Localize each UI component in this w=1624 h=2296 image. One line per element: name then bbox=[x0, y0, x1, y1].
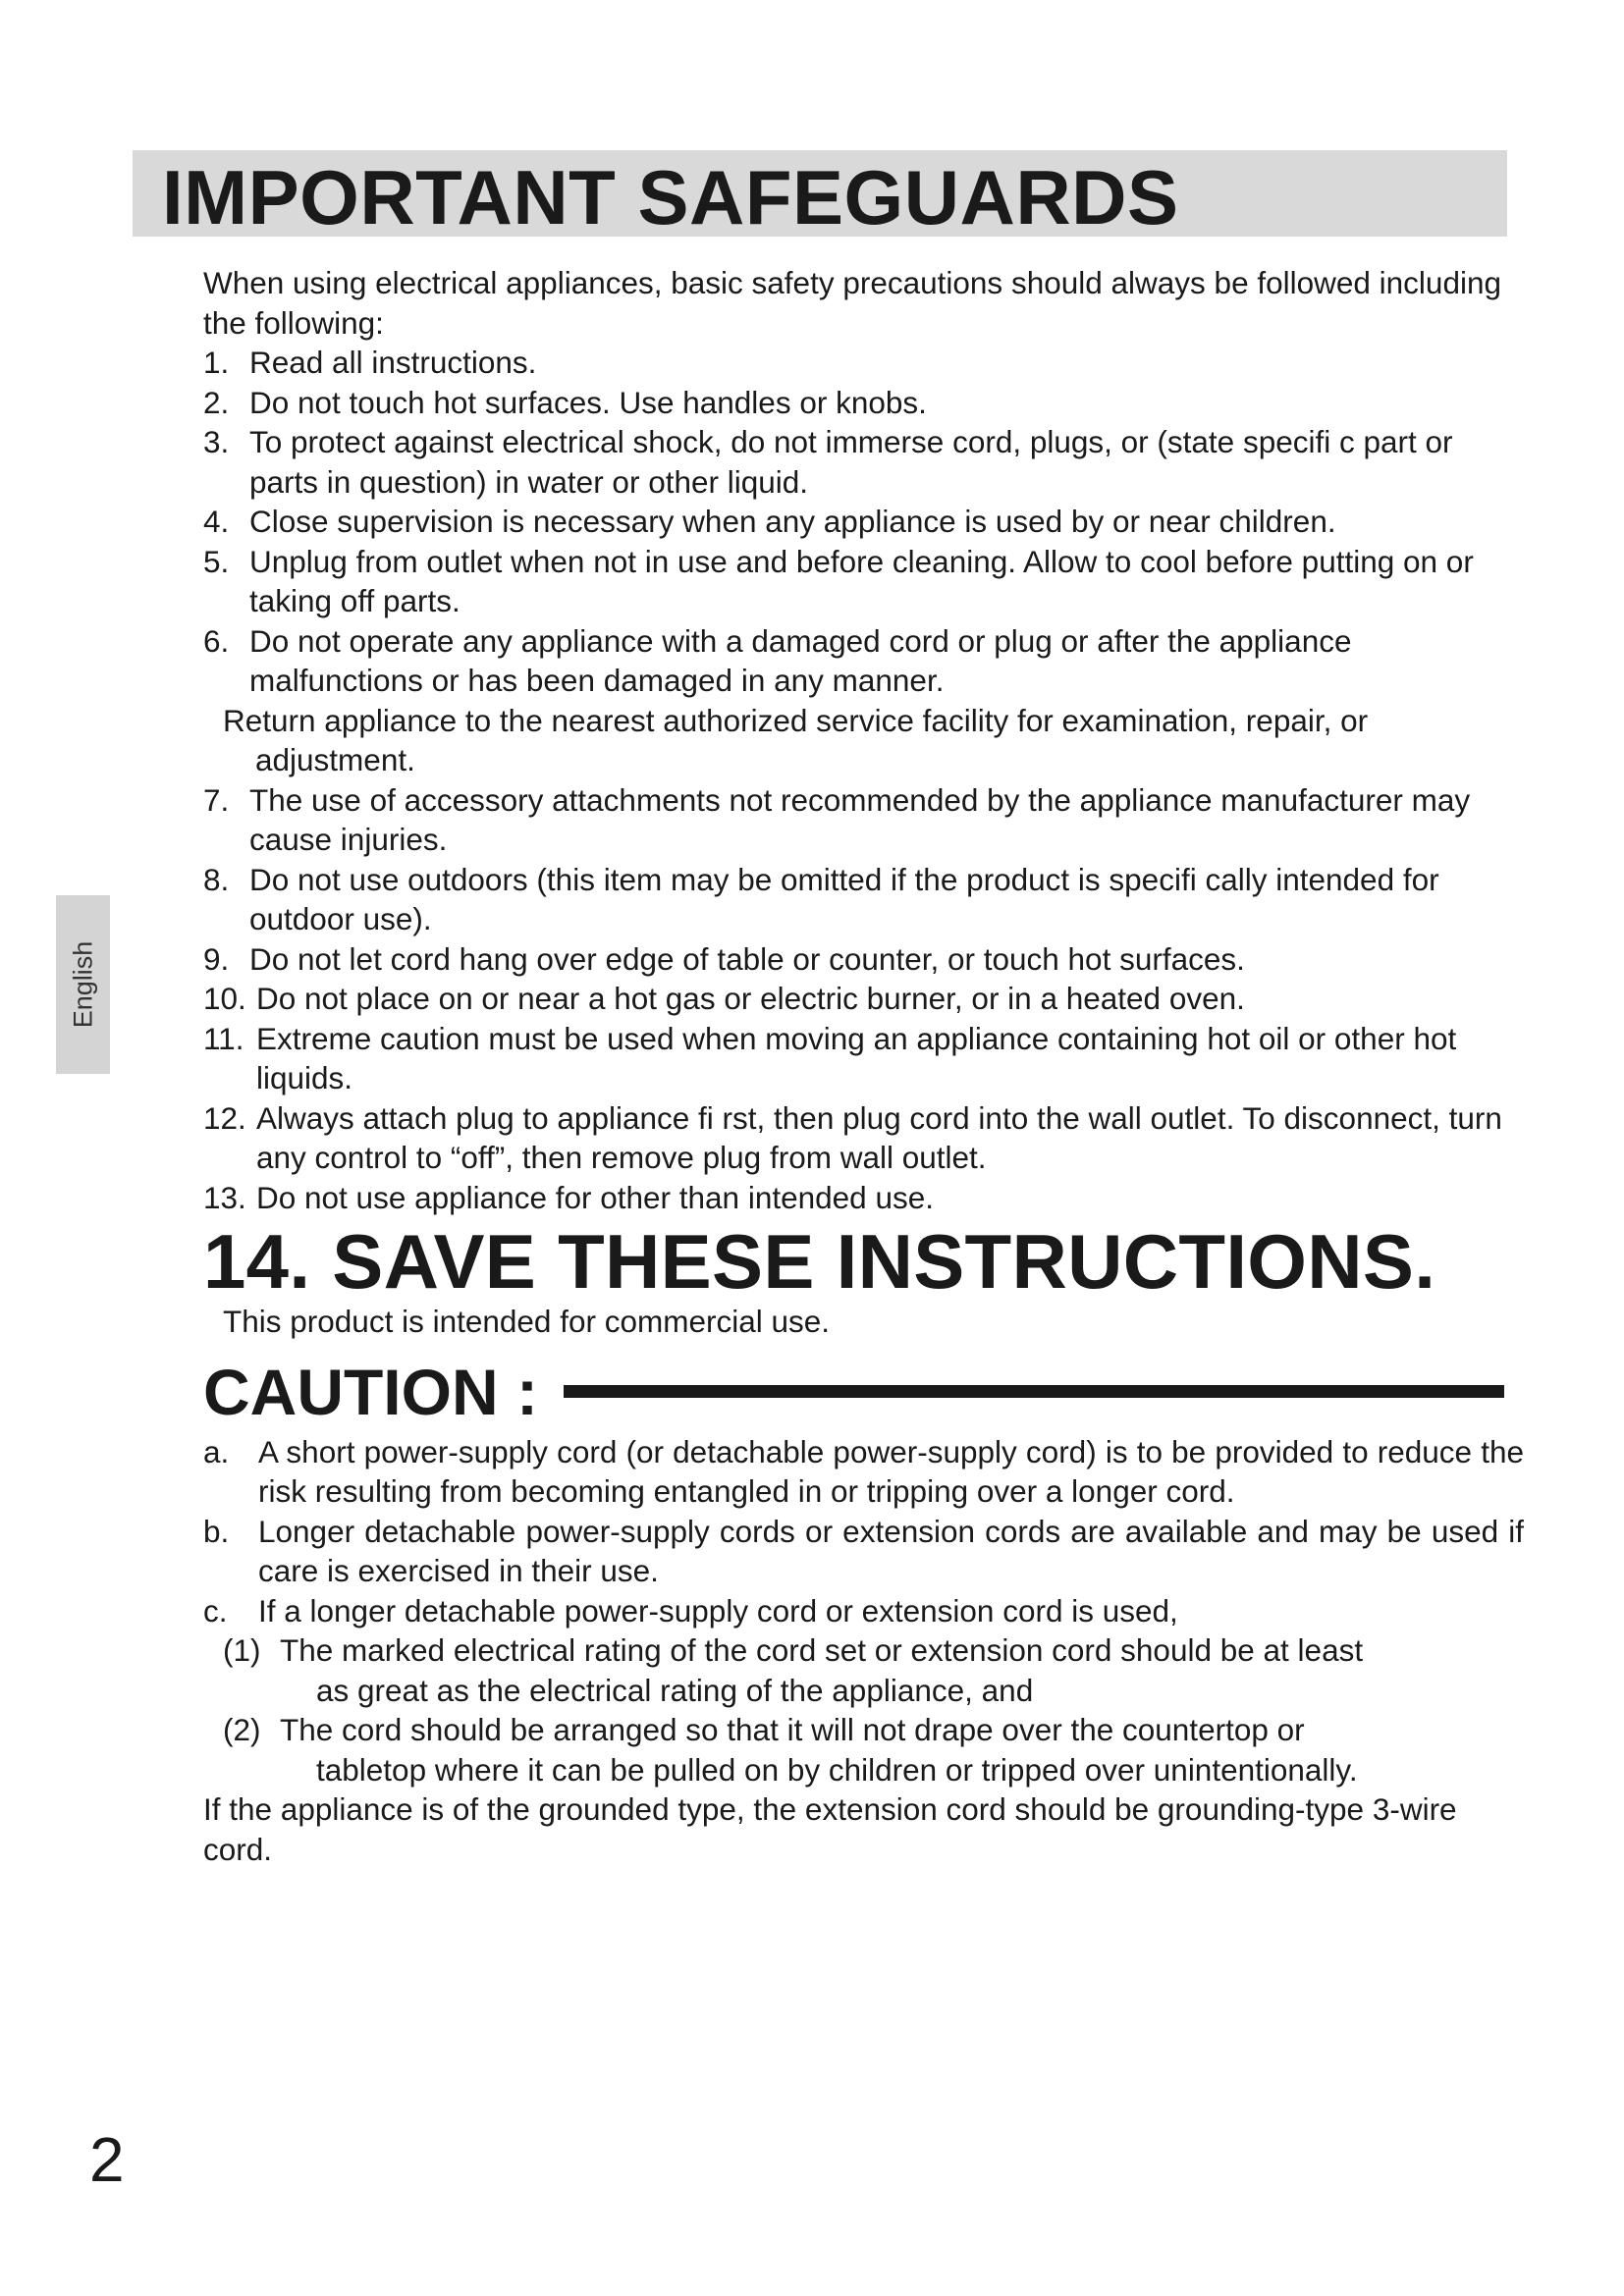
item-number: 13. bbox=[203, 1179, 246, 1215]
item-text: Always attach plug to appliance fi rst, then plug cord into the wall outlet. To disconnect, turn any control to “off”, then remove plug from wall outlet. bbox=[256, 1099, 1502, 1175]
sub-item-text bbox=[280, 1630, 1524, 1710]
list-item bbox=[203, 780, 1524, 860]
caution-header bbox=[203, 1352, 1524, 1432]
item-text: Close supervision is necessary when any appliance is used by or near children. bbox=[249, 504, 1336, 539]
list-item bbox=[203, 502, 1524, 542]
item-number: 9. bbox=[203, 940, 230, 977]
sub-item-cont: as great as the electrical rating of the appliance, and bbox=[316, 1672, 1034, 1708]
list-item bbox=[203, 383, 1524, 423]
language-tab-label: English bbox=[68, 940, 97, 1029]
list-item bbox=[203, 422, 1524, 502]
list-item bbox=[203, 979, 1524, 1019]
item-number: 2. bbox=[203, 384, 230, 420]
item-letter: b. bbox=[203, 1513, 230, 1549]
item-text: Do not place on or near a hot gas or electric burner, or in a heated oven. bbox=[256, 981, 1245, 1016]
item-number: 6. bbox=[203, 622, 230, 659]
item-number: 7. bbox=[203, 781, 230, 818]
list-item bbox=[203, 343, 1524, 383]
sub-item-text bbox=[280, 1710, 1524, 1789]
item-text: Do not touch hot surfaces. Use handles or knobs. bbox=[249, 384, 927, 420]
list-item bbox=[203, 1178, 1524, 1218]
sub-list-item bbox=[203, 1710, 1524, 1789]
item-number: 4. bbox=[203, 504, 230, 539]
list-item bbox=[203, 1591, 1524, 1631]
item-text: Do not let cord hang over edge of table or counter, or touch hot surfaces. bbox=[249, 940, 1245, 977]
item-number: 10. bbox=[203, 981, 246, 1016]
item-letter: c. bbox=[203, 1592, 228, 1629]
caution-list bbox=[203, 1432, 1524, 1790]
sub-item-number: (2) bbox=[223, 1712, 261, 1747]
list-item bbox=[203, 1432, 1524, 1512]
item-number: 12. bbox=[203, 1099, 246, 1136]
return-note-cont: adjustment. bbox=[255, 742, 415, 777]
caution-heading: CAUTION : bbox=[203, 1355, 538, 1428]
safeguard-list bbox=[203, 343, 1524, 1217]
grounded-type-note: If the appliance is of the grounded type, the extension cord should be grounding-type 3-wire cord. bbox=[203, 1791, 1457, 1867]
item-number: 1. bbox=[203, 345, 230, 380]
item-text: Do not use outdoors (this item may be omitted if the product is specifi cally intended for outdoor use). bbox=[249, 861, 1439, 936]
item-text: To protect against electrical shock, do not immerse cord, plugs, or (state specifi c part or parts in question) in water or other liquid. bbox=[249, 424, 1453, 500]
item-text: Read all instructions. bbox=[249, 345, 537, 380]
caution-divider bbox=[564, 1385, 1504, 1398]
list-item bbox=[203, 939, 1524, 980]
list-item bbox=[203, 621, 1524, 701]
item-number: 8. bbox=[203, 861, 230, 897]
item-number: 3. bbox=[203, 424, 230, 459]
item-text: A short power-supply cord (or detachable power-supply cord) is to be provided to reduce the risk resulting from becoming entangled in or tripping over a longer cord. bbox=[258, 1433, 1524, 1509]
item-text: Unplug from outlet when not in use and before cleaning. Allow to cool before putting on or taking off parts. bbox=[249, 543, 1474, 618]
sub-item-number: (1) bbox=[223, 1632, 261, 1668]
sub-item-first: The cord should be arranged so that it will not drape over the countertop or bbox=[280, 1712, 1305, 1747]
sub-list-item bbox=[203, 1630, 1524, 1710]
intro-paragraph: When using electrical appliances, basic safety precautions should always be followed including the following: bbox=[203, 265, 1502, 341]
page-title: IMPORTANT SAFEGUARDS bbox=[162, 154, 1179, 240]
item-text: Do not use appliance for other than intended use. bbox=[256, 1179, 934, 1215]
return-appliance-note bbox=[203, 701, 1524, 780]
list-item bbox=[203, 860, 1524, 939]
item-text: The use of accessory attachments not recommended by the appliance manufacturer may cause injuries. bbox=[249, 781, 1471, 857]
item-text: Longer detachable power-supply cords or extension cords are available and may be used if care is exercised in their use. bbox=[258, 1513, 1524, 1588]
title-band bbox=[133, 150, 1507, 240]
item-text: If a longer detachable power-supply cord or extension cord is used, bbox=[258, 1592, 1178, 1629]
page-number: 2 bbox=[89, 2124, 125, 2195]
item-number: 11. bbox=[203, 1020, 244, 1056]
main-content bbox=[203, 263, 1524, 1869]
list-item bbox=[203, 542, 1524, 621]
list-item bbox=[203, 1098, 1524, 1178]
commercial-use-note: This product is intended for commercial use. bbox=[223, 1304, 831, 1339]
item-text: Do not operate any appliance with a damaged cord or plug or after the appliance malfunctions or has been damaged in any manner. bbox=[249, 622, 1352, 698]
list-item bbox=[203, 1512, 1524, 1591]
save-instructions-heading: 14. SAVE THESE INSTRUCTIONS. bbox=[203, 1218, 1436, 1305]
sub-item-first: The marked electrical rating of the cord set or extension cord should be at least bbox=[280, 1632, 1364, 1668]
item-text: Extreme caution must be used when moving an appliance containing hot oil or other hot liquids. bbox=[256, 1020, 1457, 1095]
item-number: 5. bbox=[203, 543, 230, 579]
return-note-first: Return appliance to the nearest authorized service facility for examination, repair, or bbox=[223, 702, 1369, 738]
list-item bbox=[203, 1019, 1524, 1098]
language-tab bbox=[56, 895, 110, 1074]
sub-item-cont: tabletop where it can be pulled on by children or tripped over unintentionally. bbox=[316, 1751, 1358, 1788]
item-letter: a. bbox=[203, 1433, 230, 1469]
